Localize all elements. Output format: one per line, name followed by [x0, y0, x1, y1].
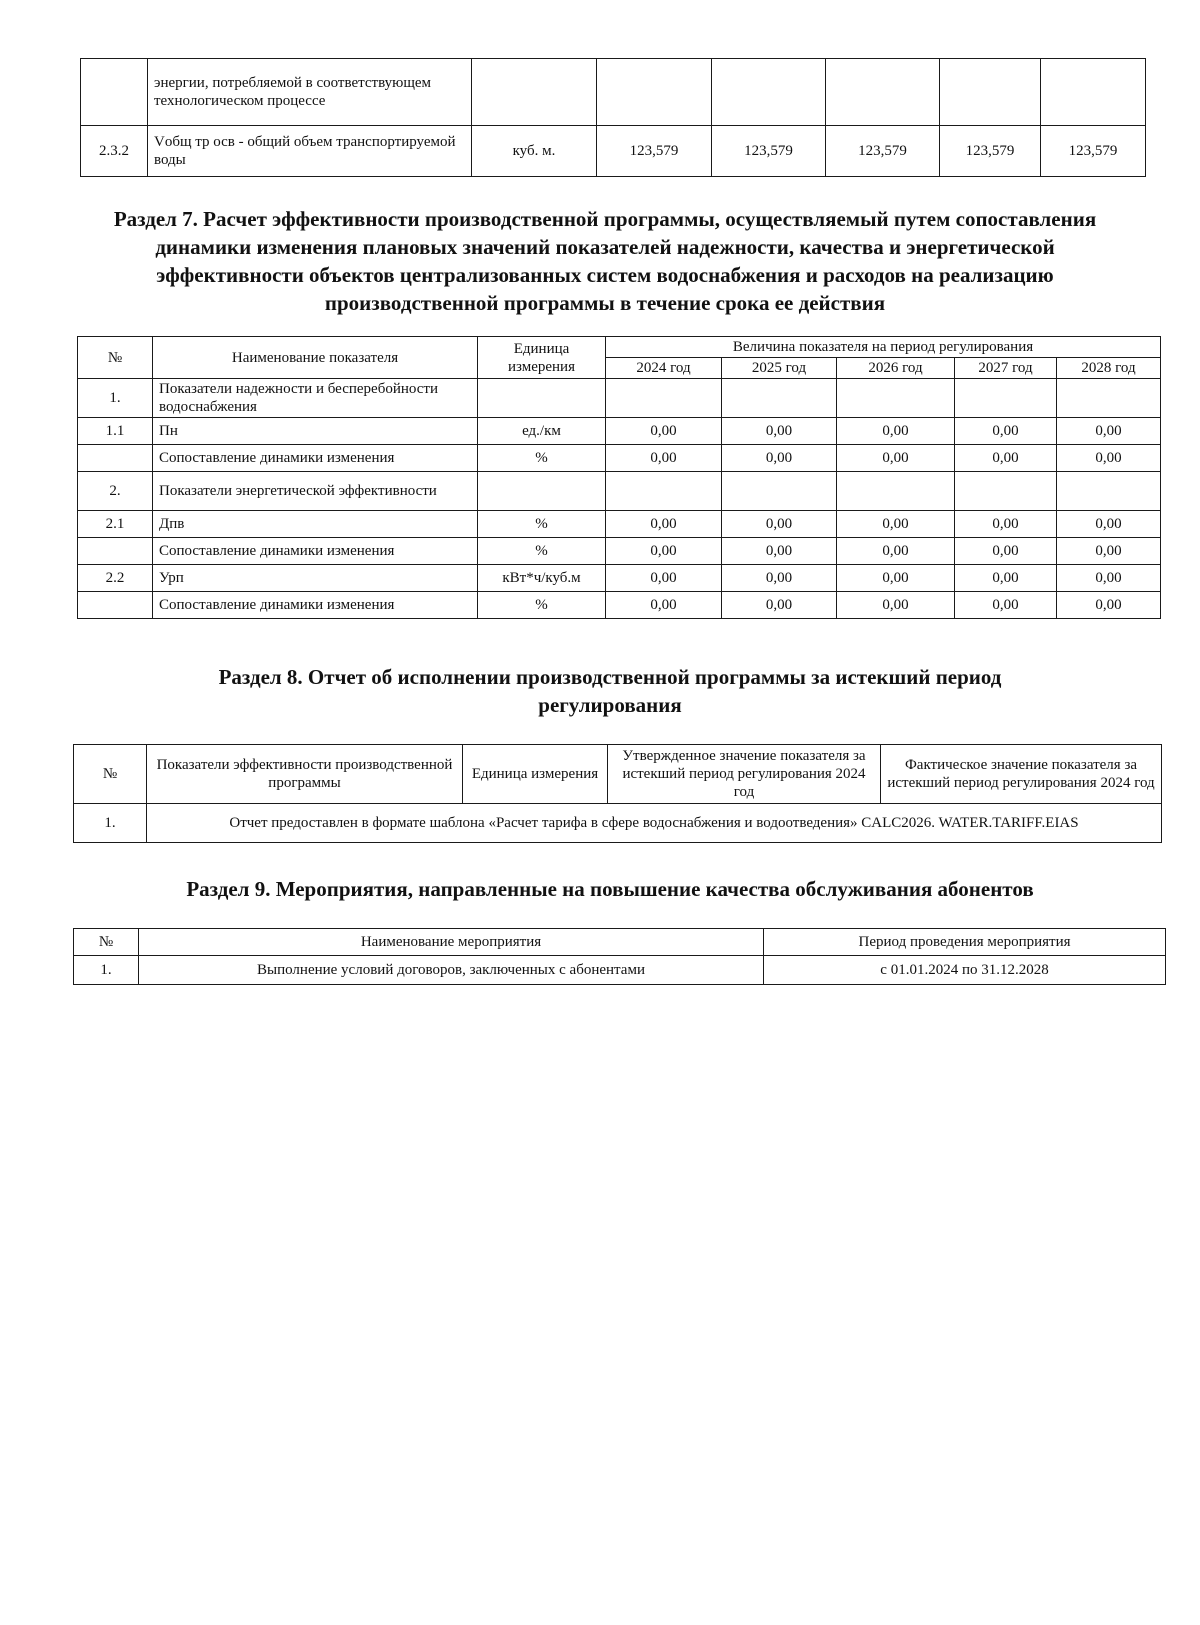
header-num: № — [74, 929, 139, 956]
header-period: Величина показателя на период регулирования — [606, 337, 1161, 358]
value-cell: 0,00 — [955, 538, 1057, 565]
value-cell: 0,00 — [837, 538, 955, 565]
header-approved: Утвержденное значение показателя за истекший период регулирования 2024 год — [608, 745, 881, 804]
header-actual: Фактическое значение показателя за истекший период регулирования 2024 год — [881, 745, 1162, 804]
value-cell: 0,00 — [606, 538, 722, 565]
value-cell: 0,00 — [955, 445, 1057, 472]
table-row — [78, 379, 1161, 418]
value-cell: 0,00 — [955, 592, 1057, 619]
value-cell: 0,00 — [722, 511, 837, 538]
header-unit: Единица измерения — [463, 745, 608, 804]
row-name: Сопоставление динамики изменения — [153, 445, 478, 472]
row-name: Сопоставление динамики изменения — [153, 538, 478, 565]
efficiency-table — [77, 336, 1161, 619]
header-name: Показатели эффективности производственной программы — [147, 745, 463, 804]
value-cell: 123,579 — [597, 126, 712, 177]
value-cell — [940, 59, 1041, 126]
value-cell: 0,00 — [722, 592, 837, 619]
row-name: Дпв — [153, 511, 478, 538]
value-cell: 0,00 — [837, 511, 955, 538]
row-unit: куб. м. — [472, 126, 597, 177]
row-unit: кВт*ч/куб.м — [478, 565, 606, 592]
table-row — [78, 418, 1161, 445]
value-cell: 0,00 — [606, 445, 722, 472]
row-unit: % — [478, 538, 606, 565]
report-note: Отчет предоставлен в формате шаблона «Расчет тарифа в сфере водоснабжения и водоотведения» CALC2026. WATER.TARIFF.EIAS — [147, 804, 1162, 843]
measure-period: с 01.01.2024 по 31.12.2028 — [764, 956, 1166, 985]
row-unit — [472, 59, 597, 126]
value-cell: 0,00 — [955, 418, 1057, 445]
row-name: энергии, потребляемой в соответствующем технологическом процессе — [148, 59, 472, 126]
value-cell: 0,00 — [722, 565, 837, 592]
value-cell: 0,00 — [837, 418, 955, 445]
header-row — [78, 337, 1161, 358]
value-cell: 0,00 — [606, 565, 722, 592]
value-cell: 0,00 — [1057, 565, 1161, 592]
section7-title: Раздел 7. Расчет эффективности производственной программы, осуществляемый путем сопоставления динамики изменения плановых значений показателей надежности, качества и энергетической эффективности объектов централизованных систем водоснабжения и расходов на реализацию производственной программы в течение срока ее действия — [113, 207, 1097, 315]
value-cell: 0,00 — [837, 565, 955, 592]
row-number: 2.3.2 — [81, 126, 148, 177]
row-number: 1. — [78, 379, 153, 418]
value-cell: 0,00 — [837, 445, 955, 472]
row-name: Vобщ тр осв - общий объем транспортируемой воды — [148, 126, 472, 177]
value-cell: 123,579 — [940, 126, 1041, 177]
header-year: 2024 год — [606, 358, 722, 379]
header-name: Наименование мероприятия — [139, 929, 764, 956]
row-name: Сопоставление динамики изменения — [153, 592, 478, 619]
table-row — [81, 59, 1146, 126]
value-cell — [722, 379, 837, 418]
value-cell: 0,00 — [1057, 418, 1161, 445]
value-cell — [837, 472, 955, 511]
row-unit — [478, 472, 606, 511]
measures-table — [73, 928, 1166, 985]
value-cell: 0,00 — [606, 418, 722, 445]
header-row — [74, 745, 1162, 804]
row-unit — [478, 379, 606, 418]
value-cell: 123,579 — [712, 126, 826, 177]
row-number: 2.1 — [78, 511, 153, 538]
value-cell — [712, 59, 826, 126]
report-table — [73, 744, 1162, 843]
table-row — [81, 126, 1146, 177]
value-cell: 0,00 — [1057, 511, 1161, 538]
row-number — [78, 592, 153, 619]
value-cell: 0,00 — [837, 592, 955, 619]
table-row — [74, 956, 1166, 985]
header-year: 2025 год — [722, 358, 837, 379]
value-cell: 0,00 — [606, 592, 722, 619]
header-row — [74, 929, 1166, 956]
row-name: Показатели энергетической эффективности — [153, 472, 478, 511]
table-row — [78, 565, 1161, 592]
table-row — [78, 592, 1161, 619]
value-cell: 0,00 — [955, 511, 1057, 538]
value-cell: 0,00 — [722, 418, 837, 445]
row-unit: % — [478, 592, 606, 619]
value-cell: 123,579 — [826, 126, 940, 177]
value-cell — [955, 472, 1057, 511]
row-number: 2.2 — [78, 565, 153, 592]
section8-title: Раздел 8. Отчет об исполнении производственной программы за истекший период регулирования — [218, 665, 1002, 717]
value-cell — [1057, 379, 1161, 418]
table-row — [78, 511, 1161, 538]
header-year: 2026 год — [837, 358, 955, 379]
header-year: 2027 год — [955, 358, 1057, 379]
table-row — [78, 538, 1161, 565]
measure-name: Выполнение условий договоров, заключенных с абонентами — [139, 956, 764, 985]
value-cell: 123,579 — [1041, 126, 1146, 177]
table-row — [78, 472, 1161, 511]
header-unit: Единица измерения — [478, 337, 606, 379]
section9-title: Раздел 9. Мероприятия, направленные на повышение качества обслуживания абонентов — [186, 877, 1034, 901]
row-number: 1. — [74, 804, 147, 843]
value-cell: 0,00 — [722, 445, 837, 472]
row-number — [81, 59, 148, 126]
value-cell — [826, 59, 940, 126]
continuation-table — [80, 58, 1146, 177]
value-cell: 0,00 — [722, 538, 837, 565]
row-number — [78, 445, 153, 472]
row-number: 1. — [74, 956, 139, 985]
header-num: № — [74, 745, 147, 804]
row-number: 1.1 — [78, 418, 153, 445]
value-cell — [1041, 59, 1146, 126]
row-unit: % — [478, 511, 606, 538]
row-name: Урп — [153, 565, 478, 592]
row-unit: ед./км — [478, 418, 606, 445]
table-row — [74, 804, 1162, 843]
table-row — [78, 445, 1161, 472]
row-name: Показатели надежности и бесперебойности водоснабжения — [153, 379, 478, 418]
value-cell — [606, 472, 722, 511]
row-number — [78, 538, 153, 565]
value-cell: 0,00 — [1057, 592, 1161, 619]
value-cell — [955, 379, 1057, 418]
value-cell — [837, 379, 955, 418]
value-cell: 0,00 — [1057, 538, 1161, 565]
value-cell: 0,00 — [1057, 445, 1161, 472]
row-unit: % — [478, 445, 606, 472]
row-number: 2. — [78, 472, 153, 511]
row-name: Пн — [153, 418, 478, 445]
value-cell: 0,00 — [606, 511, 722, 538]
value-cell — [606, 379, 722, 418]
header-name: Наименование показателя — [153, 337, 478, 379]
header-year: 2028 год — [1057, 358, 1161, 379]
value-cell — [722, 472, 837, 511]
value-cell — [1057, 472, 1161, 511]
value-cell — [597, 59, 712, 126]
header-num: № — [78, 337, 153, 379]
header-period: Период проведения мероприятия — [764, 929, 1166, 956]
value-cell: 0,00 — [955, 565, 1057, 592]
